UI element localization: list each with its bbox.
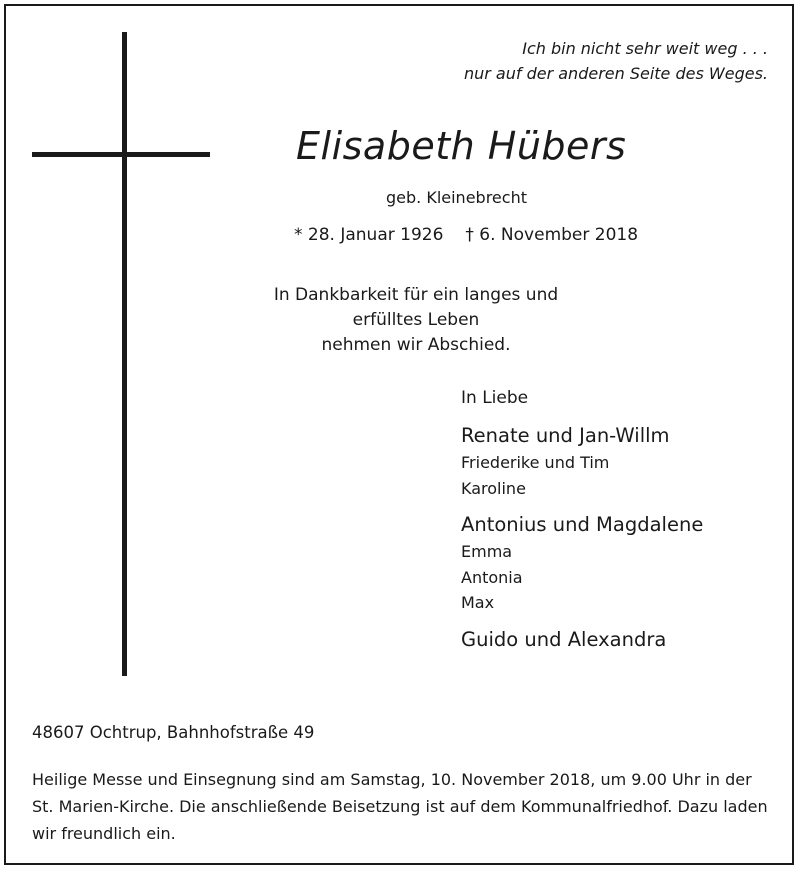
birth-date: * 28. Januar 1926 — [294, 225, 444, 245]
maiden-name: geb. Kleinebrecht — [386, 188, 527, 207]
family-child: Antonia — [461, 567, 523, 587]
service-text: Heilige Messe und Einsegnung sind am Samstag, 10. November 2018, um 9.00 Uhr in der St. Marien-Kirche. Die anschließende Beisetzung ist auf dem Kommunalfriedhof. Dazu laden wir freundlich ein. — [32, 770, 768, 843]
family-group — [461, 626, 703, 654]
quote-line: Ich bin nicht sehr weit weg . . . — [522, 39, 768, 58]
family-child: Karoline — [461, 478, 526, 498]
family-child: Emma — [461, 542, 513, 561]
thanks-line: nehmen wir Abschied. — [321, 335, 511, 355]
family-group — [461, 422, 703, 501]
address: 48607 Ochtrup, Bahnhofstraße 49 — [32, 723, 315, 742]
deceased-name: Elisabeth Hübers — [296, 124, 627, 168]
death-date: † 6. November 2018 — [465, 225, 639, 245]
cross-icon-vertical — [122, 32, 127, 676]
family-couple: Guido und Alexandra — [461, 627, 667, 651]
family-child: Max — [461, 593, 495, 612]
life-dates — [294, 225, 638, 245]
family-child: Friederike und Tim — [461, 453, 610, 472]
obituary-frame — [4, 4, 794, 865]
thanks-text — [246, 283, 586, 358]
family-group — [461, 511, 703, 616]
family-couple: Renate und Jan-Willm — [461, 424, 670, 447]
family-list — [461, 388, 703, 664]
family-couple: Antonius und Magdalene — [461, 513, 704, 536]
thanks-line: In Dankbarkeit für ein langes und erfülltes Leben — [273, 285, 559, 330]
cross-icon-horizontal — [32, 152, 210, 157]
family-intro: In Liebe — [461, 388, 529, 408]
quote — [464, 36, 768, 86]
quote-line: nur auf der anderen Seite des Weges. — [463, 64, 768, 83]
